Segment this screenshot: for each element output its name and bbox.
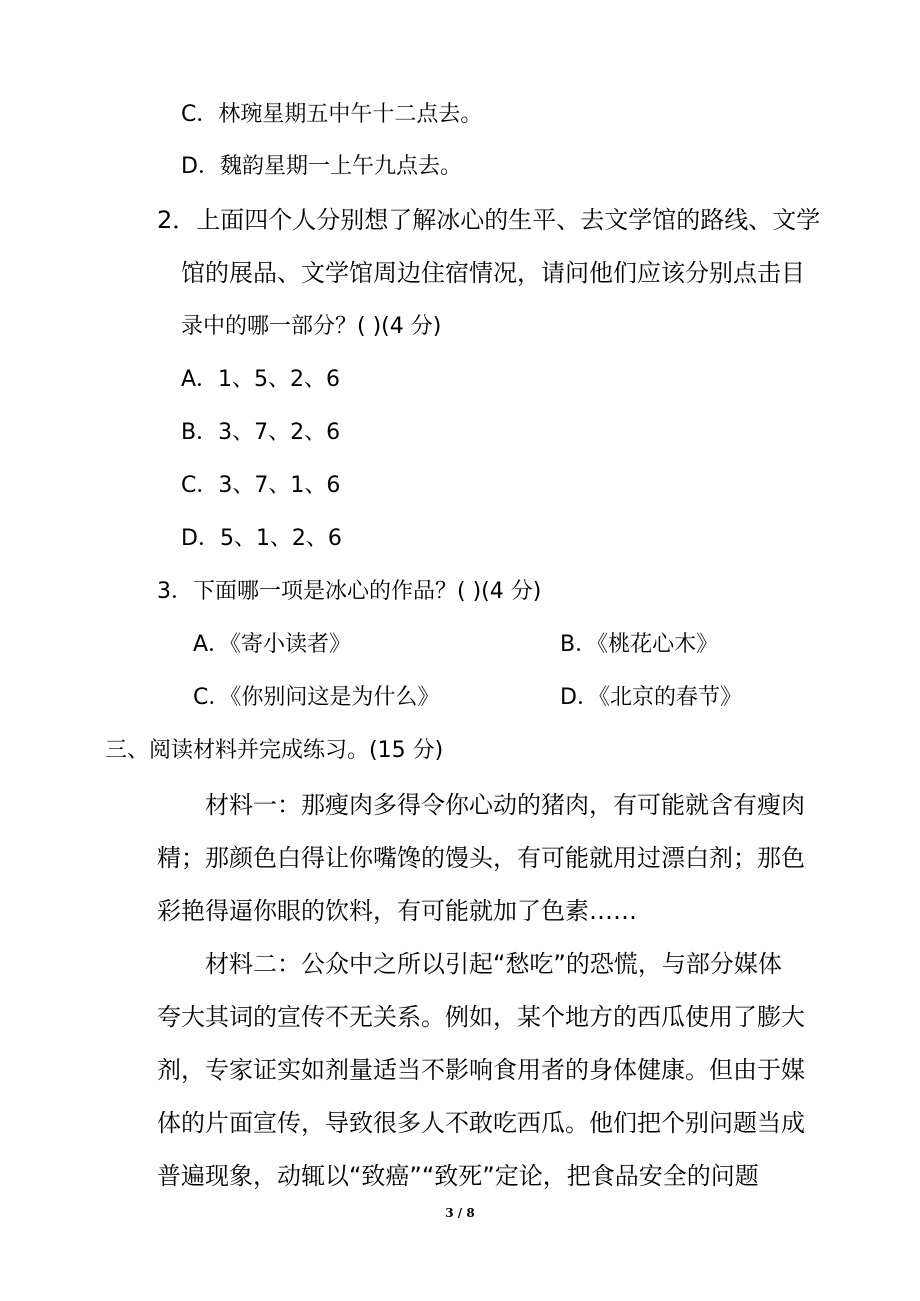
question-3: 3．下面哪一项是冰心的作品？( )(4 分) <box>157 579 542 604</box>
material-2-line-4: 体的片面宣传，导致很多人不敢吃西瓜。他们把个别问题当成 <box>157 1109 805 1137</box>
page-number: 3 / 8 <box>445 1206 475 1220</box>
option-a-q2: A．1、5、2、6 <box>181 367 341 392</box>
option-c-q2: C．3、7、1、6 <box>181 473 341 498</box>
option-a-q3: A．《寄小读者》 <box>193 632 352 657</box>
option-d-q1: D．魏韵星期一上午九点去。 <box>181 154 462 179</box>
section-3-heading: 三、阅读材料并完成练习。(15 分) <box>105 738 444 763</box>
material-1-line-3: 彩艳得逼你眼的饮料，有可能就加了色素…… <box>157 897 637 925</box>
material-2-line-1: 材料二：公众中之所以引起“愁吃”的恐慌，与部分媒体 <box>205 950 782 978</box>
option-d-q2: D．5、1、2、6 <box>181 526 342 551</box>
option-b-q2: B．3、7、2、6 <box>181 420 341 445</box>
material-2-line-2: 夸大其词的宣传不无关系。例如，某个地方的西瓜使用了膨大 <box>157 1003 805 1031</box>
material-2-line-5: 普遍现象，动辄以“致癌”“致死”定论，把食品安全的问题 <box>157 1162 759 1190</box>
option-c-q1: C．林琬星期五中午十二点去。 <box>181 102 483 127</box>
option-c-q3: C．《你别问这是为什么》 <box>193 685 440 710</box>
material-1-line-1: 材料一：那瘦肉多得令你心动的猪肉，有可能就含有瘦肉 <box>205 791 805 819</box>
question-2-line-1: 2．上面四个人分别想了解冰心的生平、去文学馆的路线、文学 <box>157 206 821 234</box>
option-d-q3: D．《北京的春节》 <box>560 685 742 710</box>
option-b-q3: B．《桃花心木》 <box>560 632 719 657</box>
material-2-line-3: 剂，专家证实如剂量适当不影响食用者的身体健康。但由于媒 <box>157 1056 805 1084</box>
material-1-line-2: 精；那颜色白得让你嘴馋的馒头，有可能就用过漂白剂；那色 <box>157 844 805 872</box>
question-2-line-3: 录中的哪一部分？( )(4 分) <box>181 314 442 339</box>
question-2-line-2: 馆的展品、文学馆周边住宿情况，请问他们应该分别点击目 <box>181 259 805 287</box>
